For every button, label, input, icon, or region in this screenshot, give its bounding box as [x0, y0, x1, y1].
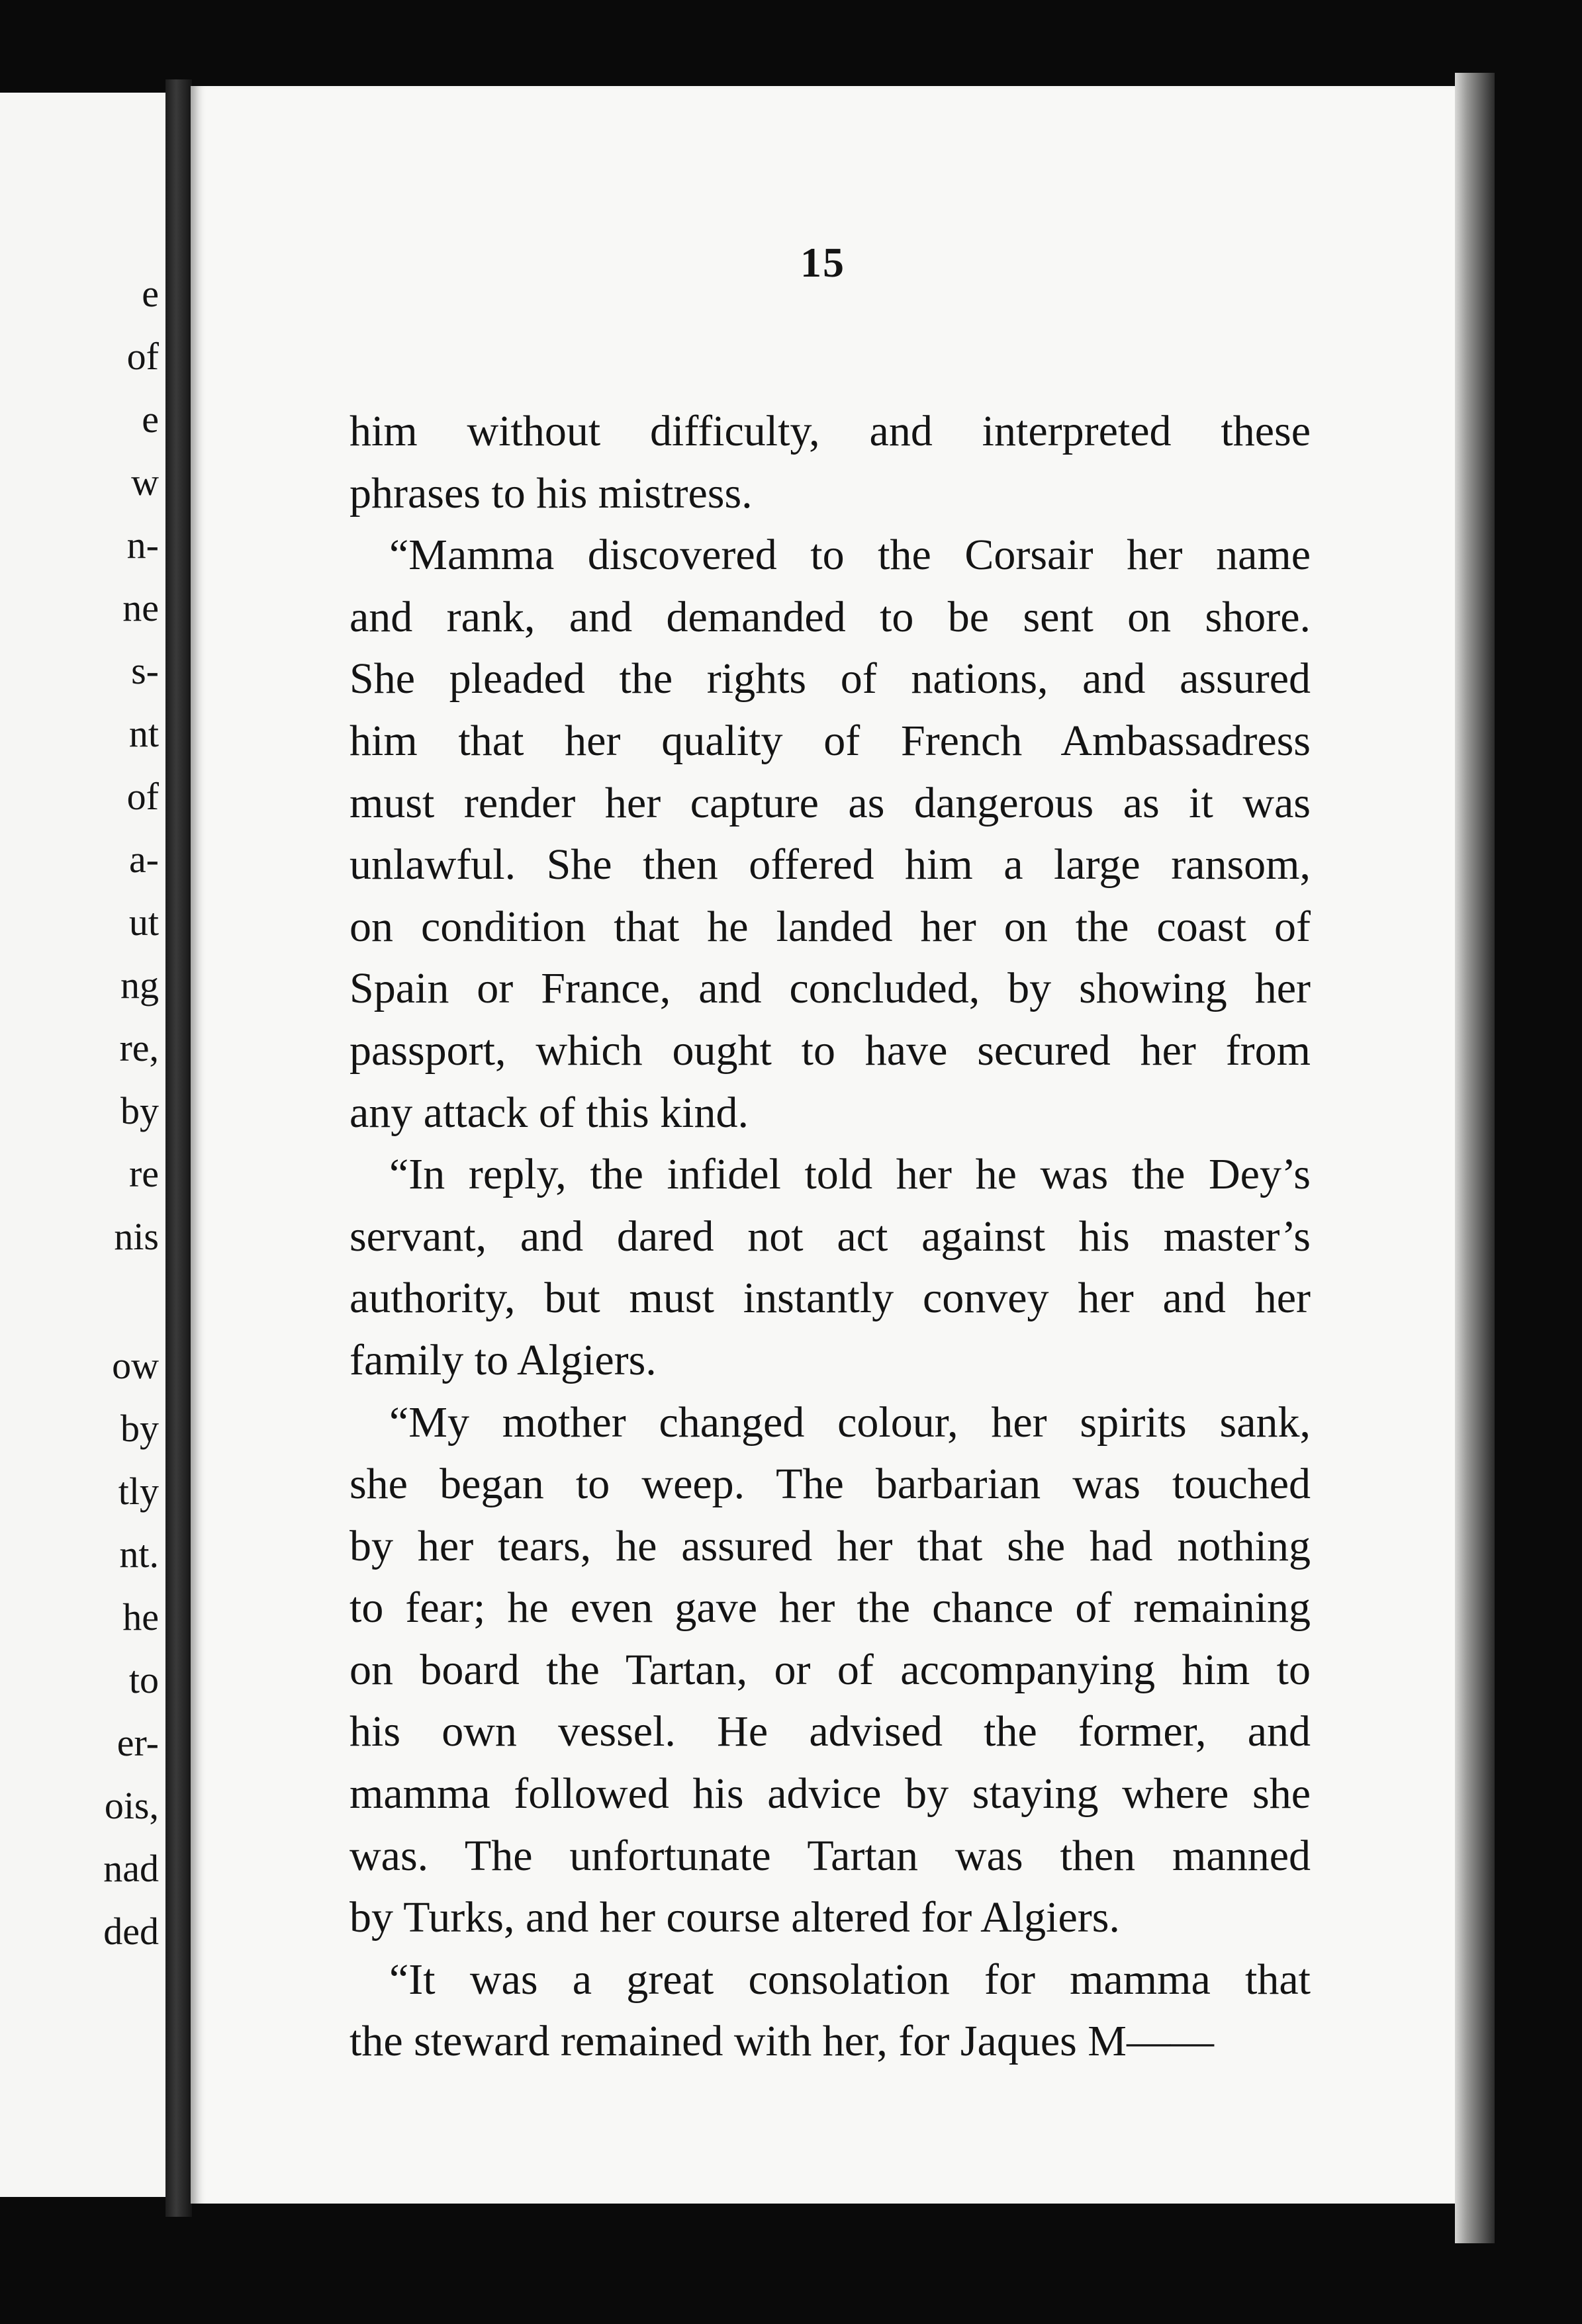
text-line: unlawful. She then offered him a large ransom,	[349, 840, 1311, 889]
text-line: on board the Tartan, or of accompanying him to	[349, 1645, 1311, 1694]
text-line: servant, and dared not act against his master’s	[349, 1212, 1311, 1261]
page-stack-edge	[1455, 73, 1495, 2243]
book-gutter	[165, 79, 192, 2217]
previous-page-fragment: nt	[128, 712, 159, 755]
previous-page-fragment: e	[142, 398, 159, 441]
previous-page-fragment: s-	[131, 649, 159, 692]
text-line: She pleaded the rights of nations, and assured	[349, 654, 1311, 703]
previous-page-fragment: ne	[122, 586, 159, 629]
previous-page-fragment: re,	[119, 1026, 159, 1069]
previous-page-fragment: ng	[120, 963, 159, 1006]
text-line: any attack of this kind.	[349, 1088, 749, 1137]
text-line: him that her quality of French Ambassadress	[349, 716, 1311, 765]
text-line: the steward remained with her, for Jaques M——	[349, 2017, 1214, 2066]
text-line: “It was a great consolation for mamma that	[389, 1955, 1311, 2004]
previous-page-fragment: w	[131, 461, 159, 504]
text-line: family to Algiers.	[349, 1335, 657, 1384]
paragraph	[310, 1949, 1311, 2073]
previous-page-fragment: he	[122, 1595, 159, 1638]
previous-page-fragment: er-	[116, 1721, 159, 1764]
text-line: must render her capture as dangerous as it was	[349, 778, 1311, 827]
previous-page-fragment: ded	[103, 1910, 159, 1953]
previous-page-fragment: nt.	[119, 1533, 159, 1576]
previous-page-fragment: e	[142, 272, 159, 315]
text-line: his own vessel. He advised the former, and	[349, 1707, 1311, 1756]
text-line: authority, but must instantly convey her and her	[349, 1274, 1311, 1323]
previous-page-fragment: a-	[128, 838, 159, 881]
text-line: to fear; he even gave her the chance of remaining	[349, 1584, 1311, 1632]
previous-page-fragment: of	[126, 775, 159, 818]
text-line: was. The unfortunate Tartan was then manned	[349, 1831, 1311, 1880]
previous-page-fragment: re	[128, 1152, 159, 1195]
text-line: by her tears, he assured her that she had nothing	[349, 1521, 1311, 1570]
text-line: “In reply, the infidel told her he was the Dey’s	[389, 1150, 1311, 1199]
text-line: and rank, and demanded to be sent on shore.	[349, 592, 1311, 641]
previous-page-fragment: nad	[103, 1847, 159, 1890]
previous-page-fragment: tly	[118, 1470, 159, 1513]
previous-page-fragment: ois,	[104, 1784, 159, 1827]
previous-page-fragment: n-	[126, 523, 159, 566]
previous-page-fragment: by	[120, 1407, 159, 1450]
text-line: phrases to his mistress.	[349, 469, 753, 517]
previous-page-fragment: of	[126, 335, 159, 378]
text-line: Spain or France, and concluded, by showing her	[349, 964, 1311, 1013]
previous-page-fragment: nis	[114, 1215, 159, 1258]
text-line: passport, which ought to have secured her from	[349, 1026, 1311, 1075]
text-line: mamma followed his advice by staying where she	[349, 1769, 1311, 1818]
text-line: “Mamma discovered to the Corsair her name	[389, 531, 1311, 580]
previous-page-fragment: ut	[128, 901, 159, 944]
previous-page-fragment: to	[128, 1658, 159, 1701]
page-number: 15	[800, 239, 845, 286]
text-line: on condition that he landed her on the coast of	[349, 902, 1311, 951]
text-line: by Turks, and her course altered for Algiers.	[349, 1893, 1120, 1942]
page-body-text	[310, 400, 1311, 2073]
previous-page-fragment: ow	[112, 1344, 159, 1387]
previous-page-edge	[0, 93, 165, 2197]
previous-page-fragment: by	[120, 1089, 159, 1132]
book-page	[191, 86, 1455, 2204]
paragraph	[310, 524, 1311, 1143]
paragraph	[310, 400, 1311, 524]
text-line: she began to weep. The barbarian was touched	[349, 1460, 1311, 1509]
text-line: him without difficulty, and interpreted these	[349, 407, 1311, 455]
text-line: “My mother changed colour, her spirits sank,	[389, 1398, 1311, 1447]
paragraph	[310, 1392, 1311, 1949]
paragraph	[310, 1143, 1311, 1391]
